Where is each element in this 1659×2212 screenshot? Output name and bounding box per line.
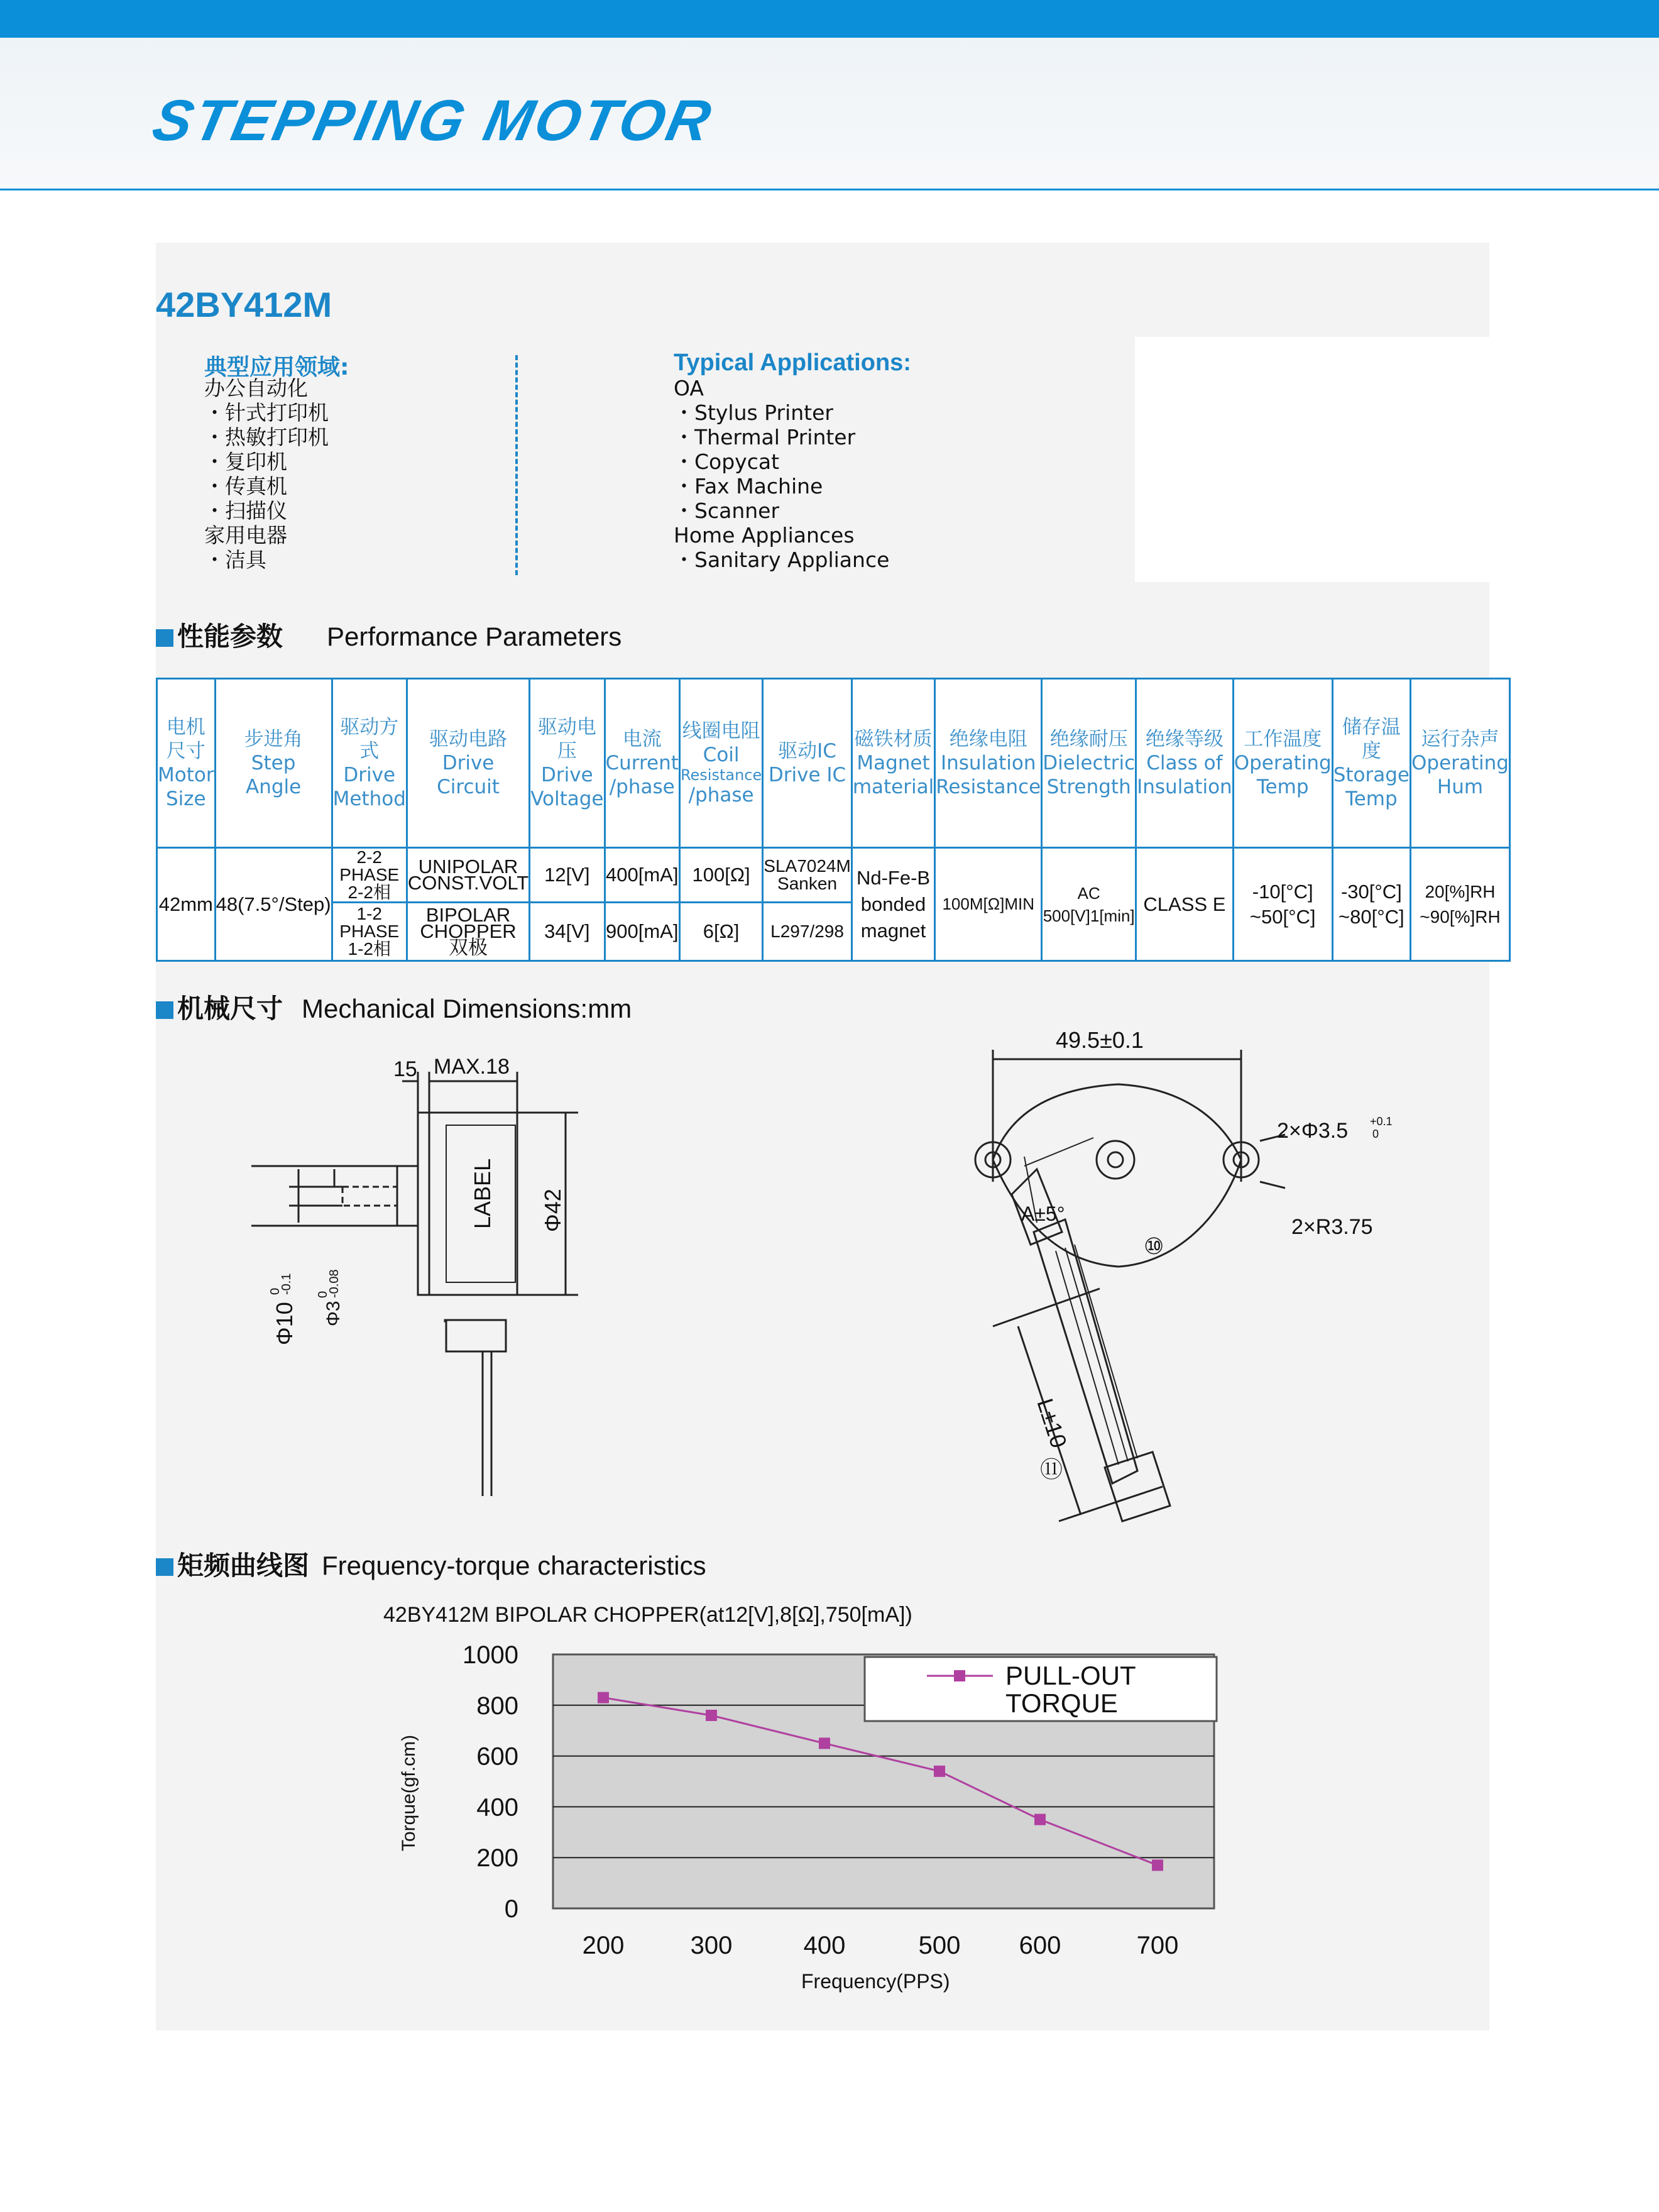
y-tick-label: 0 [504, 1895, 518, 1923]
cell-circuit-2: BIPOLAR CHOPPER 双极 [407, 903, 529, 961]
x-tick-label: 400 [803, 1932, 846, 1959]
dim-phi10: Φ10 [271, 1302, 297, 1345]
dim-holes: 2×Φ3.5 [1277, 1119, 1349, 1143]
legend-label-line1: PULL-OUT [1005, 1661, 1136, 1690]
x-tick-label: 600 [1019, 1932, 1061, 1959]
cell-method-2: 1-2 PHASE 1-2相 [332, 903, 407, 961]
list-item: ・Fax Machine [674, 474, 823, 498]
list-item: ・Scanner [674, 498, 780, 523]
legend-label-line2: TORQUE [1005, 1688, 1118, 1718]
data-point [819, 1737, 830, 1749]
header-class: 绝缘等级 Class of Insulation [1136, 679, 1234, 848]
data-point [706, 1710, 717, 1721]
legend-marker [954, 1670, 965, 1681]
header-drive-method: 驱动方式 Drive Method [332, 679, 407, 848]
list-item: ・洁具 [204, 547, 266, 572]
dim-holes-tol-top: +0.1 [1370, 1115, 1393, 1128]
cell-dielectric: AC 500[V]1[min] [1042, 848, 1136, 961]
x-tick-label: 700 [1136, 1932, 1179, 1959]
list-item: ・针式打印机 [204, 400, 329, 425]
cell-resistance-2: 6[Ω] [679, 903, 762, 961]
dim-15: 15 [393, 1057, 417, 1081]
model-number: 42BY412M [156, 285, 332, 324]
dim-max18: MAX.18 [434, 1055, 510, 1079]
dim-a5: A±5° [1021, 1202, 1065, 1225]
cell-storage-temp: -30[°C] ~80[°C] [1332, 848, 1410, 961]
section-mechanical: 机械尺寸 Mechanical Dimensions:mm [156, 988, 632, 1026]
list-item: ・复印机 [204, 449, 287, 474]
list-item: ・Stylus Printer [674, 400, 833, 425]
list-item: 办公自动化 [204, 376, 308, 400]
cell-step-angle: 48(7.5°/Step) [215, 848, 332, 961]
cell-voltage-1: 12[V] [530, 848, 605, 903]
header-operating-temp: 工作温度 Operating Temp [1233, 679, 1332, 848]
brand-title: STEPPING MOTOR [147, 89, 719, 153]
list-item: ・Thermal Printer [674, 425, 856, 449]
cell-current-1: 400[mA] [605, 848, 679, 903]
header-hum: 运行杂声 Operating Hum [1411, 679, 1510, 848]
chart-title: 42BY412M BIPOLAR CHOPPER(at12[V],8[Ω],750[mA]) [383, 1603, 912, 1627]
dim-phi42: Φ42 [540, 1189, 566, 1232]
list-item: ・Sanitary Appliance [674, 547, 890, 572]
dim-l10: L±10 [1032, 1395, 1073, 1451]
header-motor-size: 电机尺寸 Motor Size [157, 679, 216, 848]
header-coil-resistance: 线圈电阻 Coil Resistance /phase [679, 679, 762, 848]
header-step-angle: 步进角 Step Angle [215, 679, 332, 848]
header-current: 电流 Current /phase [605, 679, 679, 848]
dim-holes-tol-bot: 0 [1372, 1128, 1379, 1140]
cell-hum: 20[%]RH ~90[%]RH [1411, 848, 1510, 961]
cell-method-1: 2-2 PHASE 2-2相 [332, 848, 407, 903]
x-tick-label: 500 [918, 1932, 961, 1959]
list-item: ・热敏打印机 [204, 425, 329, 449]
data-point [934, 1766, 945, 1777]
dim-phi3: Φ3 [323, 1301, 344, 1326]
dim-495: 49.5±0.1 [1056, 1027, 1144, 1053]
cell-ic-1: SLA7024M Sanken [763, 848, 852, 903]
section-performance: 性能参数 Performance Parameters [156, 616, 621, 654]
x-axis-label: Frequency(PPS) [801, 1970, 950, 1993]
dim-r375: 2×R3.75 [1291, 1215, 1373, 1239]
dim-phi10-tol: -0.1 [280, 1273, 293, 1295]
list-item: ・扫描仪 [204, 498, 287, 523]
applications-cn-title: 典型应用领域: [204, 355, 349, 380]
applications-en-title: Typical Applications: [674, 349, 911, 376]
header-drive-ic: 驱动IC Drive IC [763, 679, 852, 848]
header-drive-circuit: 驱动电路 Drive Circuit [407, 679, 529, 848]
section-torque: 矩频曲线图 Frequency-torque characteristics [156, 1545, 706, 1583]
x-tick-label: 200 [582, 1932, 625, 1959]
y-tick-label: 800 [476, 1692, 518, 1720]
circle-10-label: ⑩ [1144, 1233, 1164, 1259]
cell-voltage-2: 34[V] [530, 903, 605, 961]
header-insulation-resistance: 绝缘电阻 Insulation Resistance [935, 679, 1042, 848]
header-storage-temp: 储存温度 Storage Temp [1332, 679, 1410, 848]
data-point [598, 1692, 609, 1703]
cell-class: CLASS E [1136, 848, 1234, 961]
cell-operating-temp: -10[°C] ~50[°C] [1233, 848, 1332, 961]
data-point [1034, 1814, 1046, 1825]
dim-phi3-tol-top: 0 [316, 1290, 330, 1298]
list-item: OA [674, 376, 704, 400]
header-magnet: 磁铁材质 Magnet material [851, 679, 934, 848]
y-tick-label: 1000 [463, 1641, 518, 1669]
label-text: LABEL [469, 1158, 495, 1229]
list-item: 家用电器 [204, 523, 287, 547]
circle-11-label: ⑪ [1040, 1456, 1063, 1482]
y-axis-label: Torque(gf.cm) [398, 1734, 419, 1851]
cell-circuit-1: UNIPOLAR CONST.VOLT [407, 848, 529, 903]
y-tick-label: 200 [476, 1844, 518, 1873]
list-item: ・Copycat [674, 449, 780, 474]
dim-phi3-tol: -0.08 [327, 1269, 341, 1298]
y-tick-label: 600 [476, 1742, 518, 1771]
cell-insulation-resistance: 100M[Ω]MIN [935, 848, 1042, 961]
cell-resistance-1: 100[Ω] [679, 848, 762, 903]
list-item: ・传真机 [204, 474, 287, 498]
list-item: Home Appliances [674, 523, 855, 547]
data-point [1152, 1859, 1163, 1871]
cell-ic-2: L297/298 [763, 903, 852, 961]
cell-magnet: Nd-Fe-B bonded magnet [851, 848, 934, 961]
header-drive-voltage: 驱动电压 Drive Voltage [530, 679, 605, 848]
cell-current-2: 900[mA] [605, 903, 679, 961]
dim-phi10-tol-top: 0 [268, 1287, 282, 1295]
y-tick-label: 400 [476, 1793, 518, 1822]
x-tick-label: 300 [690, 1932, 733, 1959]
cell-motor-size: 42mm [157, 848, 216, 961]
header-dielectric: 绝缘耐压 Dielectric Strength [1042, 679, 1136, 848]
